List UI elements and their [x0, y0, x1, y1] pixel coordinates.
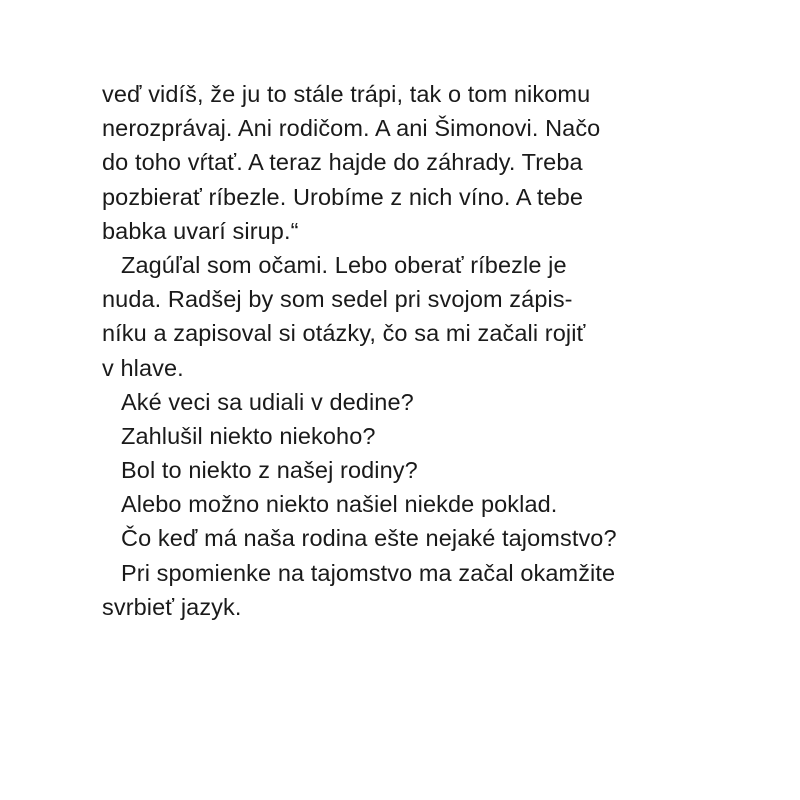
- text-line-5: babka uvarí sirup.“: [102, 217, 299, 244]
- text-line-10: Aké veci sa udiali v dedine?: [121, 388, 414, 415]
- text-line-4: pozbierať ríbezle. Urobíme z nich víno. A tebe: [102, 183, 584, 210]
- text-line-1: veď vidíš, že ju to stále trápi, tak o tom nikomu: [102, 81, 591, 107]
- text-line-14: Čo keď má naša rodina ešte nejaké tajomstvo?: [121, 525, 617, 552]
- text-line-16: svrbieť jazyk.: [102, 593, 242, 620]
- text-line-9: v hlave.: [102, 354, 184, 381]
- text-line-13: Alebo možno niekto našiel niekde poklad.: [121, 491, 558, 518]
- text-line-15: Pri spomienke na tajomstvo ma začal okamžite: [121, 559, 616, 586]
- text-line-7: nuda. Radšej by som sedel pri svojom zápis-: [102, 286, 573, 313]
- text-line-11: Zahlušil niekto niekoho?: [121, 422, 376, 449]
- text-line-8: níku a zapisoval si otázky, čo sa mi začali rojiť: [102, 320, 586, 347]
- text-line-2: nerozprávaj. Ani rodičom. A ani Šimonovi. Načo: [102, 115, 601, 142]
- body-text: [102, 77, 722, 624]
- text-line-6: Zagúľal som očami. Lebo oberať ríbezle je: [121, 251, 567, 278]
- text-line-3: do toho vŕtať. A teraz hajde do záhrady. Treba: [102, 149, 583, 176]
- text-line-12: Bol to niekto z našej rodiny?: [121, 457, 418, 484]
